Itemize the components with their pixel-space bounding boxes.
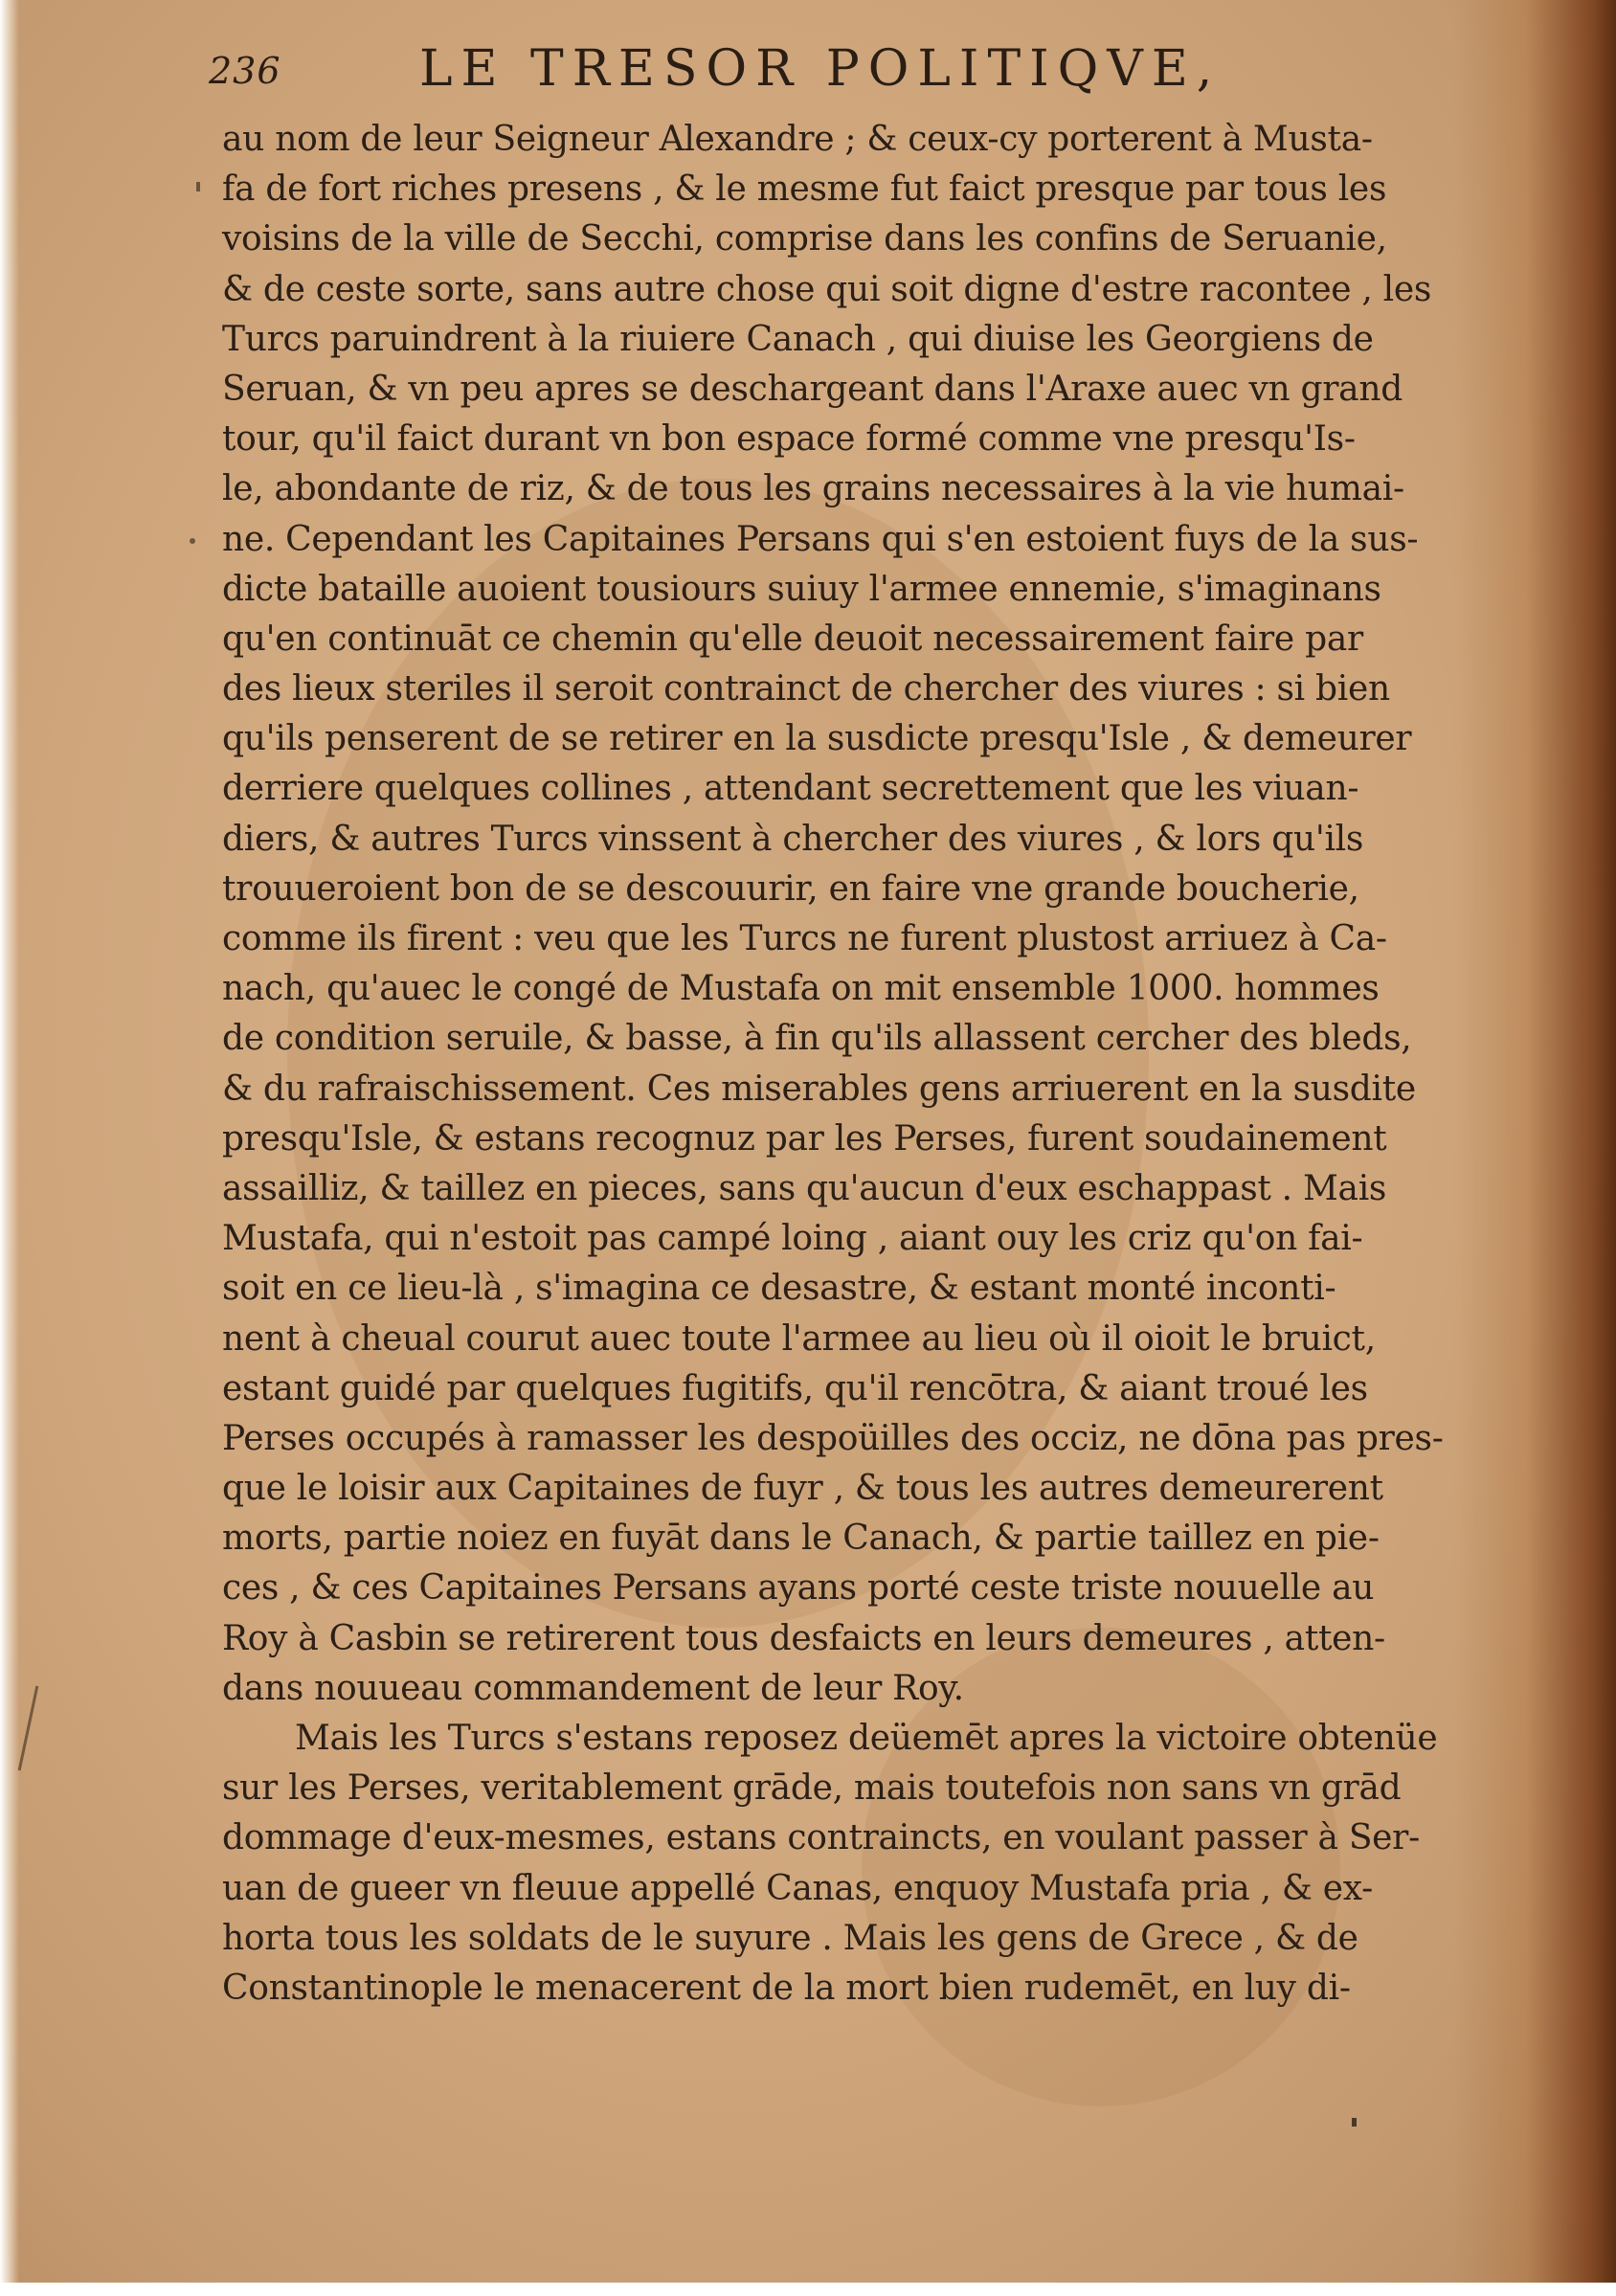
running-title: LE TRESOR POLITIQVE, — [419, 40, 1222, 98]
text-line: Turcs paruindrent à la riuiere Canach , qui diuise les Georgiens de — [222, 319, 1374, 359]
page-header — [209, 40, 1310, 107]
text-line: Mustafa, qui n'estoit pas campé loing , aiant ouy les criz qu'on fai- — [222, 1219, 1363, 1259]
page-bottom-margin — [0, 2283, 1616, 2296]
text-line: dans nouueau commandement de leur Roy. — [222, 1668, 964, 1708]
text-line: Seruan, & vn peu apres se deschargeant dans l'Araxe auec vn grand — [222, 369, 1403, 409]
margin-dot-mark — [196, 182, 200, 191]
page-number: 236 — [209, 50, 281, 92]
text-line: de condition seruile, & basse, à fin qu'ils allassent cercher des bleds, — [222, 1019, 1412, 1059]
text-line: morts, partie noiez en fuyāt dans le Canach, & partie taillez en pie- — [222, 1519, 1380, 1559]
margin-dot-mark — [190, 538, 195, 544]
text-line: trouueroient bon de se descouurir, en faire vne grande boucherie, — [222, 868, 1359, 909]
text-line: dommage d'eux-mesmes, estans contraincts, en voulant passer à Ser- — [222, 1818, 1420, 1858]
text-line: Roy à Casbin se retirerent tous desfaicts en leurs demeures , atten- — [222, 1618, 1385, 1658]
text-line: ces , & ces Capitaines Persans ayans porté ceste triste nouuelle au — [222, 1568, 1375, 1609]
text-line: & de ceste sorte, sans autre chose qui soit digne d'estre racontee , les — [222, 269, 1432, 309]
text-line: des lieux steriles il seroit contrainct de chercher des viures : si bien — [222, 669, 1390, 709]
text-line: ne. Cependant les Capitaines Persans qui s'en estoient fuys de la sus- — [222, 519, 1419, 559]
margin-pencil-mark — [18, 1686, 39, 1771]
paragraph-start-line: Mais les Turcs s'estans reposez deüemēt apres la victoire obtenüe — [295, 1719, 1438, 1758]
text-line: Constantinople le menacerent de la mort bien rudemēt, en luy di- — [222, 1968, 1351, 2008]
text-line: & du rafraischissement. Ces miserables gens arriuerent en la susdite — [222, 1069, 1416, 1109]
text-line: nent à cheual courut auec toute l'armee au lieu où il oioit le bruict, — [222, 1318, 1376, 1359]
ink-dot-mark — [1352, 2118, 1357, 2127]
text-line: nach, qu'auec le congé de Mustafa on mit ensemble 1000. hommes — [222, 969, 1380, 1009]
text-line: horta tous les soldats de le suyure . Mais les gens de Grece , & de — [222, 1918, 1358, 1958]
text-line: comme ils firent : veu que les Turcs ne furent plustost arriuez à Ca- — [222, 919, 1387, 958]
text-line: soit en ce lieu-là , s'imagina ce desastre, & estant monté inconti- — [222, 1269, 1336, 1309]
text-line: diers, & autres Turcs vinssent à chercher des viures , & lors qu'ils — [222, 819, 1364, 859]
text-line: Perses occupés à ramasser les despoüilles des occiz, ne dōna pas pres- — [222, 1418, 1444, 1458]
page-left-margin — [0, 0, 19, 2296]
text-line: sur les Perses, veritablement grāde, mais toutefois non sans vn grād — [222, 1768, 1402, 1809]
text-line: voisins de la ville de Secchi, comprise dans les confins de Seruanie, — [222, 219, 1387, 259]
text-line: derriere quelques collines , attendant secrettement que les viuan- — [222, 769, 1359, 809]
text-line: tour, qu'il faict durant vn bon espace formé comme vne presqu'Is- — [222, 419, 1356, 460]
text-line: estant guidé par quelques fugitifs, qu'il rencōtra, & aiant troué les — [222, 1368, 1368, 1408]
text-line: le, abondante de riz, & de tous les grains necessaires à la vie humai- — [222, 469, 1404, 509]
text-line: assailliz, & taillez en pieces, sans qu'aucun d'eux eschappast . Mais — [222, 1168, 1387, 1208]
text-line: que le loisir aux Capitaines de fuyr , & tous les autres demeurerent — [222, 1469, 1383, 1509]
text-line: presqu'Isle, & estans recognuz par les Perses, furent soudainement — [222, 1118, 1387, 1159]
text-line: uan de gueer vn fleuue appellé Canas, enquoy Mustafa pria , & ex- — [222, 1868, 1373, 1908]
text-line: qu'ils penserent de se retirer en la susdicte presqu'Isle , & demeurer — [222, 719, 1412, 759]
body-text — [222, 115, 1495, 2014]
text-line: au nom de leur Seigneur Alexandre ; & ceux-cy porterent à Musta- — [222, 120, 1373, 159]
text-line: qu'en continuāt ce chemin qu'elle deuoit necessairement faire par — [222, 619, 1363, 659]
text-line: fa de fort riches presens , & le mesme fut faict presque par tous les — [222, 169, 1387, 210]
text-line: dicte bataille auoient tousiours suiuy l'armee ennemie, s'imaginans — [222, 569, 1381, 609]
